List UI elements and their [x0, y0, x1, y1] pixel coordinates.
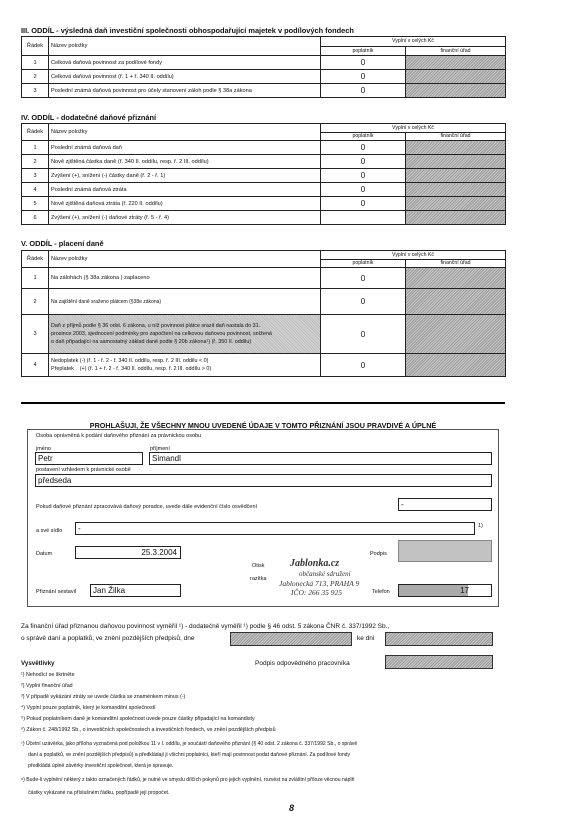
stamp-name: Jablonka.cz: [290, 558, 340, 569]
col-poplatnik: poplatník: [321, 132, 406, 141]
row-value[interactable]: 0: [321, 315, 406, 354]
sestavil-label: Přiznání sestavil: [36, 589, 77, 595]
section-3-title: III. ODDÍL - výsledná daň investiční společnosti obhospodařující majetek v podílových fondech: [21, 26, 354, 35]
office-cell: [406, 197, 506, 211]
row-label-line: Daň z příjmů podle § 36 odst. 6 zákona, u níž povinnost plátce srazit daň nastala do 31.: [51, 323, 261, 329]
row-value[interactable]: 0: [321, 183, 406, 197]
sidlo-footnote: 1): [478, 523, 483, 529]
explanation-item: ³) V případě vykázání ztráty se uvede částka se znaménkem minus (-): [21, 694, 186, 700]
row-label: Zvýšení (+), snížení (-) daňové ztráty (ř. 5 - ř. 4): [49, 211, 321, 225]
row-label-line: o daň připadající na samostatný základ daně podle § 20b zákona¹) (ř. 350 II. oddílu): [51, 339, 252, 345]
office-cell: [406, 289, 506, 315]
fu-line-2: o správě daní a poplatků, ve znění pozdějších předpisů, dne: [21, 635, 195, 642]
table-row: [22, 183, 506, 197]
office-cell: [406, 354, 506, 377]
row-value[interactable]: 0: [321, 354, 406, 377]
podpis-pracovnika-field[interactable]: [385, 655, 493, 669]
table-row: [22, 289, 506, 315]
row-label: Zvýšení (+), snížení (-) částky daně (ř. 2 - ř. 1): [49, 169, 321, 183]
table-row: [22, 197, 506, 211]
fu-date-field[interactable]: [230, 632, 352, 646]
poradce-field[interactable]: -: [398, 498, 492, 511]
row-value[interactable]: 0: [321, 155, 406, 169]
row-number: 4: [22, 183, 49, 197]
col-radek: Řádek: [22, 251, 49, 268]
stamp-sub: občanské sdružení: [299, 570, 351, 578]
row-label: Na zajištění daně sraženo plátcem (§38e zákona): [49, 289, 321, 315]
office-cell: [406, 268, 506, 289]
sidlo-field[interactable]: -: [75, 522, 475, 535]
row-label: Poslední známá daňová povinnost pro účely stanovení záloh podle § 38a zákona: [49, 84, 321, 98]
row-label: Poslední známá daňová ztráta: [49, 183, 321, 197]
poradce-label: Pokud daňové přiznání zpracovává daňový poradce, uvede dále evidenční číslo osvědčení: [36, 504, 258, 510]
row-value[interactable]: 0: [321, 197, 406, 211]
table-row: [22, 84, 506, 98]
row-label: Celková daňová povinnost za podílové fondy: [49, 56, 321, 70]
explanation-item: ⁸) Bude-li vyplnění některý z takto označených řádků, je nutné ve smyslu dílčích pokynů pro jejich vyplnění, rozvést na zvláštní příloze věcnou náplň: [21, 777, 355, 783]
row-number: 3: [22, 84, 49, 98]
postaveni-label: postavení vzhledem k právnické osobě: [36, 467, 131, 473]
row-label: Poslední známá daňová daň: [49, 141, 321, 155]
page-number: 8: [289, 803, 295, 813]
stamp-ico: IČO: 266 35 925: [291, 588, 343, 597]
row-label: [49, 315, 321, 354]
row-number: 2: [22, 289, 49, 315]
row-number: 1: [22, 141, 49, 155]
jmeno-label: jméno: [36, 446, 51, 452]
podpis-field[interactable]: [398, 540, 492, 562]
row-label-line: prosince 2003, sjednocení podmínky pro započtení na celkovou daňovou povinnost, snížená: [51, 331, 272, 337]
explanation-item: ²) Vyplní finanční úřad: [21, 683, 73, 689]
row-label: Celková daňová povinnost (ř. 1 + ř. 340 II. oddílu): [49, 70, 321, 84]
office-cell: [406, 155, 506, 169]
col-vyplni: Vyplní v celých Kč: [321, 37, 506, 47]
podpis-pracovnika-label: Podpis odpovědného pracovníka: [255, 660, 350, 667]
telefon-field[interactable]: 17: [398, 584, 492, 597]
postaveni-field[interactable]: předseda: [35, 474, 492, 487]
table-row: [22, 169, 506, 183]
office-cell: [406, 211, 506, 225]
explanation-item: ⁷) Účetní uzávěrka, jako příloha vyznačená pod položkou 11 v I. oddílu, je součástí daňového přiznání (§ 40 odst. 2 zákona č. 337/1992 Sb., o správě: [21, 741, 358, 747]
prijmeni-field[interactable]: Simandl: [149, 452, 492, 465]
oprav-label: Osoba oprávněná k podání daňového přiznání za právnickou osobu: [36, 433, 202, 439]
divider: [21, 402, 505, 404]
sidlo-label: a své sídlo: [36, 528, 63, 534]
stamp-address: Jablonecká 713, PRAHA 9: [279, 579, 360, 588]
declaration-heading: PROHLAŠUJI, ŽE VŠECHNY MNOU UVEDENÉ ÚDAJE V TOMTO PŘIZNÁNÍ JSOU PRAVDIVÉ A ÚPLNÉ: [89, 421, 437, 430]
row-label: Na zálohách (§ 38a zákona ) zaplaceno: [49, 268, 321, 289]
explanation-item: ⁶) Zákon č. 248/1992 Sb., o investičních společnostech a investičních fondech, ve znění pozdějších předpisů: [21, 727, 276, 733]
datum-label: Datum: [36, 551, 53, 557]
telefon-label: Telefon: [372, 589, 390, 595]
col-nazev: Název položky: [49, 124, 321, 141]
row-value[interactable]: 0: [321, 70, 406, 84]
col-poplatnik: poplatník: [321, 259, 406, 268]
explanation-item: ¹) Nehodící se škrtněte: [21, 672, 75, 678]
col-urad: finanční úřad: [406, 259, 506, 268]
explanation-item: daní a poplatků, ve znění pozdějších předpisů) a předkládají ji všichni poplatníci, kteří mají povinnost podat daňové přiznání. Za podílové fondy: [21, 752, 351, 758]
row-number: 1: [22, 268, 49, 289]
sestavil-field[interactable]: Jan Žilka: [90, 584, 181, 597]
table-row: [22, 56, 506, 70]
row-number: 6: [22, 211, 49, 225]
col-vyplni: Vyplní v celých Kč: [321, 124, 506, 133]
razitka-label: razítka: [250, 576, 267, 582]
section-3-table: [21, 36, 506, 98]
row-label: Nově zjištěná částka daně (ř. 340 II. oddílu, resp. ř. 2 III. oddílu): [49, 155, 321, 169]
datum-field[interactable]: 25.3.2004: [75, 546, 181, 559]
ke-dni-label: ke dni: [357, 635, 375, 642]
row-number: 3: [22, 169, 49, 183]
explanation-item: ⁴) Vyplní pouze poplatník, který je komanditní společností: [21, 705, 156, 711]
section-4-title: IV. ODDÍL - dodatečné daňové přiznání: [21, 113, 157, 122]
row-number: 4: [22, 354, 49, 377]
col-nazev: Název položky: [49, 37, 321, 56]
explanation-item: částky vykázané na příslušném řádku, popřípadě její propočet.: [21, 790, 170, 796]
row-label-line: Nedoplatek (-) (ř. 1 - ř. 2 - ř. 340 II. oddílu, resp. ř. 2 III. oddílu < 0): [51, 358, 209, 364]
table-row: [22, 315, 506, 354]
table-row: [22, 70, 506, 84]
office-cell: [406, 141, 506, 155]
row-value[interactable]: 0: [321, 289, 406, 315]
office-cell: [406, 169, 506, 183]
table-row: [22, 268, 506, 289]
podpis-label: Podpis: [370, 551, 387, 557]
otisk-label: Otisk: [252, 563, 265, 569]
vysvetlivky-title: Vysvětlivky: [21, 660, 55, 667]
row-label-line: Přeplatek (+) (ř. 1 + ř. 2 - ř. 340 II. oddílu, resp. ř. 2 III. oddílu > 0): [51, 366, 212, 372]
row-number: 3: [22, 315, 49, 354]
office-cell: [406, 84, 506, 98]
office-cell: [406, 56, 506, 70]
row-number: 2: [22, 155, 49, 169]
explanation-item: ⁵) Pokud poplatníkem daně je komanditní společnost uvede pouze částky připadající na komandisty: [21, 716, 255, 722]
table-row: [22, 211, 506, 225]
row-label: [49, 354, 321, 377]
row-value[interactable]: 0: [321, 84, 406, 98]
row-number: 1: [22, 56, 49, 70]
section-5-title: V. ODDÍL - placení daně: [21, 239, 104, 248]
table-row: [22, 155, 506, 169]
explanation-item: předkládá úplné závěrky investiční společnost, která je spravuje.: [21, 763, 174, 769]
ke-dni-field[interactable]: [385, 632, 493, 646]
row-label: Nově zjištěná daňová ztráta (ř. 220 II. oddílu): [49, 197, 321, 211]
table-row: [22, 141, 506, 155]
table-row: [22, 354, 506, 377]
row-value[interactable]: 0: [321, 141, 406, 155]
fu-line-1: Za finanční úřad přiznanou daňovou povinnost vyměřil ¹) - dodatečně vyměřil ¹) podle § 46 odst. 5 zákona ČNR č. 337/1992 Sb.,: [21, 623, 390, 630]
row-value[interactable]: 0: [321, 56, 406, 70]
office-cell: [406, 70, 506, 84]
row-value[interactable]: 0: [321, 268, 406, 289]
row-value[interactable]: 0: [321, 169, 406, 183]
col-radek: Řádek: [22, 37, 49, 56]
col-urad: finanční úřad: [406, 132, 506, 141]
section-4-table: [21, 123, 506, 225]
row-number: 2: [22, 70, 49, 84]
col-vyplni: Vyplní v celých Kč: [321, 251, 506, 260]
office-cell: [406, 183, 506, 197]
col-nazev: Název položky: [49, 251, 321, 268]
col-radek: Řádek: [22, 124, 49, 141]
section-5-table: [21, 250, 506, 377]
prijmeni-label: příjmení: [150, 446, 170, 452]
col-urad: finanční úřad: [406, 46, 506, 56]
row-value[interactable]: [321, 211, 406, 225]
office-cell: [406, 315, 506, 354]
row-number: 5: [22, 197, 49, 211]
jmeno-field[interactable]: Petr: [35, 452, 143, 465]
col-poplatnik: poplatník: [321, 46, 406, 56]
